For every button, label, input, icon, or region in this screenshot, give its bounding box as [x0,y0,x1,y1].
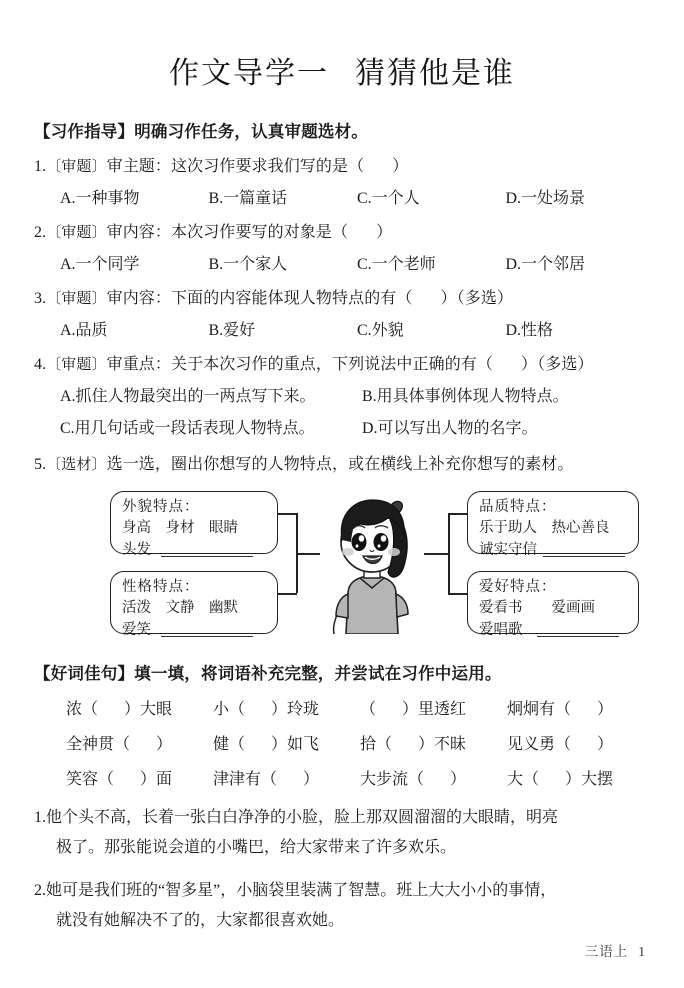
q2-number: 2. [34,224,47,241]
phrase-pre: 浓（ [66,701,99,718]
hobby-blank-line[interactable] [537,636,619,637]
example-2-line1: 她可是我们班的“智多星”，小脑袋里装满了智慧。班上大大小小的事情， [46,882,557,900]
page-number: 1 [638,944,646,959]
quality-blank-line[interactable] [543,556,625,557]
girl-character-illustration [318,484,426,634]
q5-number: 5. [34,456,47,473]
phrase-post: ）玲珑 [271,701,320,718]
q1-number: 1. [34,158,47,175]
q1-option-b[interactable]: B.一篇童话 [208,190,288,207]
question-4-options-row2 [30,415,654,438]
phrase-item[interactable] [213,766,360,789]
question-1-stem [34,153,654,176]
feature-box-personality[interactable] [110,571,278,638]
example-2-line2: 就没有她解决不了的，大家都很喜欢她。 [56,911,345,929]
character-feature-diagram [30,484,654,644]
phrase-pre: 津津有（ [213,771,278,788]
personality-box-blank-row [122,620,267,641]
example-sentence-1 [30,803,654,862]
q4-tail: ）（多选） [521,356,594,373]
quality-box-last-item: 诚实守信 [479,541,537,558]
q3-option-a[interactable]: A.品质 [60,322,108,339]
phrase-post: ） [156,736,173,753]
phrase-pre: 拾（ [360,736,393,753]
title-main: 作文导学一 [169,56,329,91]
quality-box-items: 乐于助人 热心善良 [479,520,610,537]
personality-box-last-item: 爱笑 [122,621,151,638]
personality-box-title: 性格特点： [122,579,200,595]
phrase-item[interactable] [507,731,654,754]
appearance-box-last-item: 头发 [122,541,151,558]
phrase-item[interactable] [360,696,507,719]
hobby-box-items: 爱看书 爱画画 [479,600,595,617]
right-bracket-bottom-arm [448,593,468,595]
q3-option-d[interactable]: D.性格 [505,322,554,339]
phrase-pre: 全神贯（ [66,736,131,753]
q4-option-d[interactable]: D.可以写出人物的名字。 [362,420,538,437]
q1-tail: ） [392,158,409,175]
q3-option-c[interactable]: C.外貌 [357,322,404,339]
q2-tail: ） [376,224,393,241]
phrase-pre: 炯炯有（ [507,701,572,718]
question-3-stem [34,285,654,308]
example-1-line1: 他个头不高，长着一张白白净净的小脸，脸上那双圆溜溜的大眼睛，明亮 [46,809,559,826]
q4-tag: 〔审题〕 [46,357,107,373]
question-2-options [30,251,654,274]
phrase-post: ）里透红 [402,701,467,718]
example-1-number: 1. [34,809,46,826]
q3-tag: 〔审题〕 [46,291,107,307]
hobby-box-last-item: 爱唱歌 [479,621,523,638]
question-1-options [30,185,654,208]
hobby-box-blank-row [479,620,628,641]
question-4-stem [34,351,654,374]
q2-option-a[interactable]: A.一个同学 [60,256,140,273]
phrase-item[interactable] [66,696,213,719]
q2-text: 审内容：本次习作要写的对象是（ [106,224,349,241]
phrase-post: ）面 [140,771,173,788]
phrase-pre: （ [360,701,377,718]
phrase-post: ）不昧 [418,736,467,753]
quality-box-blank-row [479,540,628,561]
quality-box-title: 品质特点： [479,499,557,515]
phrase-post: ）如飞 [271,736,320,753]
phrase-item[interactable] [66,766,213,789]
page-title [30,0,654,92]
question-4-options-row1 [30,383,654,406]
phrase-item[interactable] [66,731,213,754]
q5-text: 选一选，圈出你想写的人物特点，或在横线上补充你想写的素材。 [106,456,574,473]
phrase-row-1 [30,696,654,719]
question-3-options [30,317,654,340]
q3-text: 审内容：下面的内容能体现人物特点的有（ [106,290,413,307]
phrases-heading: 【好词佳句】填一填，将词语补充完整，并尝试在习作中运用。 [34,664,502,683]
appearance-box-items: 身高 身材 眼睛 [122,520,238,537]
phrase-post: ） [450,771,467,788]
q3-number: 3. [34,290,47,307]
feature-box-appearance[interactable] [110,491,278,558]
q4-option-c[interactable]: C.用几句话或一段话表现人物特点。 [60,420,315,437]
personality-blank-line[interactable] [161,636,253,637]
q1-option-d[interactable]: D.一处场景 [505,190,586,207]
q1-option-c[interactable]: C.一个人 [357,190,420,207]
q4-number: 4. [34,356,47,373]
phrase-post: ） [597,736,614,753]
q3-tail: ）（多选） [440,290,514,307]
guidance-heading: 【习作指导】明确习作任务，认真审题选材。 [34,122,368,141]
phrase-item[interactable] [213,696,360,719]
q4-option-b[interactable]: B.用具体事例体现人物特点。 [362,388,569,405]
feature-box-hobby[interactable] [467,571,639,638]
left-bracket-stem [296,553,320,555]
phrase-post: ） [597,701,614,718]
phrase-item[interactable] [507,696,654,719]
phrase-pre: 健（ [213,736,246,753]
phrase-post: ） [303,771,320,788]
phrase-item[interactable] [360,731,507,754]
q3-option-b[interactable]: B.爱好 [208,322,256,339]
q1-option-a[interactable]: A.一种事物 [60,190,140,207]
phrase-item[interactable] [507,766,654,789]
q1-text: 审主题：这次习作要求我们写的是（ [106,158,365,175]
footer-label: 三语上 [584,944,629,959]
q2-tag: 〔审题〕 [46,225,107,241]
right-bracket-stem [424,553,449,555]
q2-option-b[interactable]: B.一个家人 [208,256,288,273]
q2-option-c[interactable]: C.一个老师 [357,256,436,273]
left-bracket-top-arm [278,513,297,515]
q1-tag: 〔审题〕 [46,159,107,175]
example-2-number: 2. [34,882,46,900]
phrase-pre: 笑容（ [66,771,115,788]
phrase-item[interactable] [213,731,360,754]
q4-text: 审重点：关于本次习作的重点，下列说法中正确的有（ [106,356,494,373]
personality-box-items: 活泼 文静 幽默 [122,600,238,617]
left-bracket-bottom-arm [278,593,297,595]
right-bracket-top-arm [448,513,468,515]
feature-box-quality[interactable] [467,491,639,558]
phrase-row-3 [30,766,654,789]
phrase-post: ）大摆 [565,771,614,788]
phrase-post: ）大眼 [124,701,173,718]
question-5-stem [34,451,654,474]
appearance-blank-line[interactable] [161,556,253,557]
phrase-pre: 大（ [507,771,540,788]
phrase-pre: 小（ [213,701,246,718]
phrase-item[interactable] [360,766,507,789]
page-footer [585,940,646,960]
question-2-stem [34,219,654,242]
appearance-box-title: 外貌特点： [122,499,200,515]
hobby-box-title: 爱好特点： [479,579,557,595]
phrase-row-2 [30,731,654,754]
example-sentence-2 [30,876,654,935]
q4-option-a[interactable]: A.抓住人物最突出的一两点写下来。 [60,388,316,405]
phrase-pre: 大步流（ [360,771,425,788]
appearance-box-blank-row [122,540,267,561]
example-1-line2: 极了。那张能说会道的小嘴巴，给大家带来了许多欢乐。 [56,838,457,856]
phrase-pre: 见义勇（ [507,736,572,753]
q2-option-d[interactable]: D.一个邻居 [505,256,586,273]
q5-tag: 〔选材〕 [46,457,107,473]
title-sub: 猜猜他是谁 [355,56,515,91]
